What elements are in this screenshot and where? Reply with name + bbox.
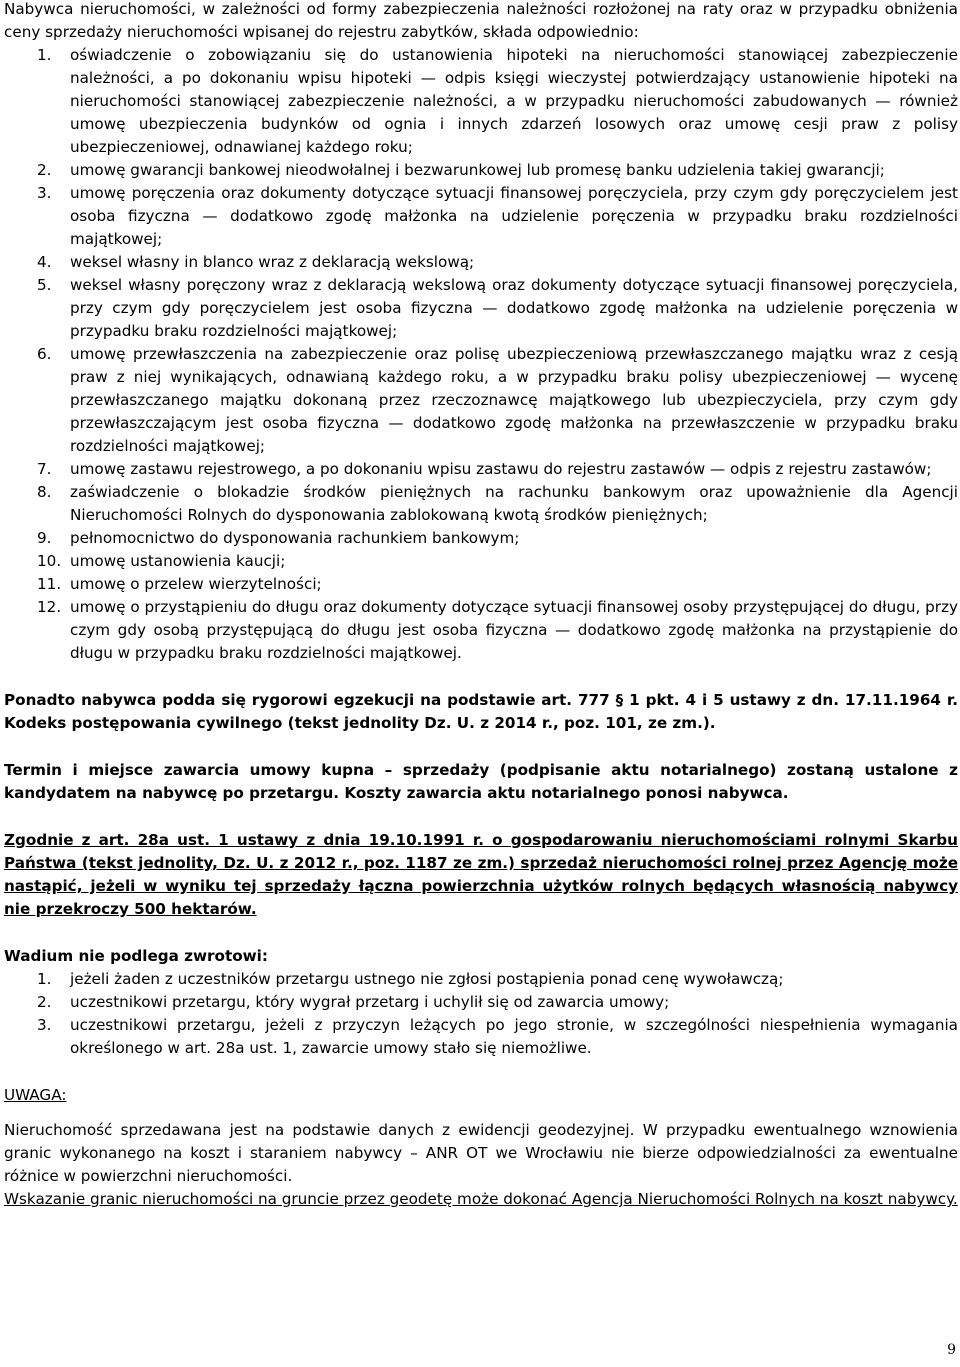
- list-item-text: umowę o przystąpieniu do długu oraz dokumenty dotyczące sytuacji finansowej osoby przystępującej do długu, przy czym gdy osobą przystępującą do długu jest osoba fizyczna — dodatkowo zgodę małżonka na przystąpienie do długu w przypadku braku rozdzielności majątkowej.: [70, 598, 958, 662]
- list-item-text: jeżeli żaden z uczestników przetargu ustnego nie zgłosi postąpienia ponad cenę wywoławczą;: [70, 970, 784, 988]
- list-item-number: 5.: [37, 276, 52, 294]
- security-item: [4, 44, 958, 159]
- list-item-number: 4.: [37, 253, 52, 271]
- security-item: [4, 159, 958, 182]
- security-list: [4, 44, 958, 665]
- list-item-number: 1.: [37, 970, 52, 988]
- list-item-number: 2.: [37, 161, 52, 179]
- deposit-heading: Wadium nie podlega zwrotowi:: [4, 947, 268, 965]
- list-item-number: 3.: [37, 1016, 52, 1034]
- list-item-number: 9.: [37, 529, 52, 547]
- list-item-text: umowę ustanowienia kaucji;: [70, 552, 286, 570]
- intro-paragraph: Nabywca nieruchomości, w zależności od formy zabezpieczenia należności rozłożonej na raty oraz w przypadku obniżenia ceny sprzedaży nieruchomości wpisanej do rejestru zabytków, składa odpowiednio:: [4, 0, 958, 41]
- security-item: [4, 573, 958, 596]
- enforcement-paragraph: Ponadto nabywca podda się rygorowi egzekucji na podstawie art. 777 § 1 pkt. 4 i 5 ustawy z dn. 17.11.1964 r. Kodeks postępowania cywilnego (tekst jednolity Dz. U. z 2014 r., poz. 101, ze zm.).: [4, 691, 958, 732]
- list-item-text: uczestnikowi przetargu, jeżeli z przyczyn leżących po jego stronie, w szczególności niespełnienia wymagania określonego w art. 28a ust. 1, zawarcie umowy stało się niemożliwe.: [70, 1016, 958, 1057]
- deposit-list: [4, 968, 958, 1060]
- list-item-number: 12.: [37, 598, 62, 616]
- security-item: [4, 527, 958, 550]
- list-item-text: uczestnikowi przetargu, który wygrał przetarg i uchylił się od zawarcia umowy;: [70, 993, 670, 1011]
- security-item: [4, 458, 958, 481]
- deposit-item: [4, 1014, 958, 1060]
- list-item-number: 10.: [37, 552, 62, 570]
- security-item: [4, 251, 958, 274]
- security-item: [4, 550, 958, 573]
- list-item-number: 11.: [37, 575, 62, 593]
- list-item-text: umowę poręczenia oraz dokumenty dotyczące sytuacji finansowej poręczyciela, przy czym gdy poręczycielem jest osoba fizyczna — dodatkowo zgodę małżonka na udzielenie poręczenia w przypadku braku rozdzielności majątkowej;: [70, 184, 958, 248]
- list-item-number: 6.: [37, 345, 52, 363]
- list-item-text: weksel własny in blanco wraz z deklaracją wekslową;: [70, 253, 475, 271]
- contract-term-paragraph: Termin i miejsce zawarcia umowy kupna – sprzedaży (podpisanie aktu notarialnego) zostaną ustalone z kandydatem na nabywcę po przetargu. Koszty zawarcia aktu notarialnego ponosi nabywca.: [4, 761, 958, 802]
- notice-paragraph-1: Nieruchomość sprzedawana jest na podstawie danych z ewidencji geodezyjnej. W przypadku ewentualnego wznowienia granic wykonanego na koszt i staraniem nabywcy – ANR OT we Wrocławiu nie bierze odpowiedzialności za ewentualne różnice w powierzchni nieruchomości.: [4, 1121, 958, 1185]
- list-item-text: umowę gwarancji bankowej nieodwołalnej i bezwarunkowej lub promesę banku udzielenia takiej gwarancji;: [70, 161, 885, 179]
- security-item: [4, 596, 958, 665]
- list-item-number: 3.: [37, 184, 52, 202]
- security-item: [4, 343, 958, 458]
- notice-paragraph-2: Wskazanie granic nieruchomości na gruncie przez geodetę może dokonać Agencja Nieruchomości Rolnych na koszt nabywcy.: [4, 1190, 958, 1208]
- deposit-item: [4, 991, 958, 1014]
- list-item-text: oświadczenie o zobowiązaniu się do ustanowienia hipoteki na nieruchomości stanowiącej zabezpieczenie należności, a po dokonaniu wpisu hipoteki — odpis księgi wieczystej potwierdzający ustanowienie hipoteki na nieruchomości stanowiącej zabezpieczenie należności, a w przypadku nieruchomości zabudowanych — również umowę ubezpieczenia budynków od ognia i innych zdarzeń losowych oraz umowę cesji praw z polisy ubezpieczeniowej, odnawianej każdego roku;: [70, 46, 958, 156]
- list-item-number: 1.: [37, 46, 52, 64]
- legal-note-paragraph: Zgodnie z art. 28a ust. 1 ustawy z dnia 19.10.1991 r. o gospodarowaniu nieruchomościami rolnymi Skarbu Państwa (tekst jednolity, Dz. U. z 2012 r., poz. 1187 ze zm.) sprzedaż nieruchomości rolnej przez Agencję może nastąpić, jeżeli w wyniku tej sprzedaży łączna powierzchnia użytków rolnych będących własnością nabywcy nie przekroczy 500 hektarów.: [4, 831, 958, 918]
- list-item-text: zaświadczenie o blokadzie środków pieniężnych na rachunku bankowym oraz upoważnienie dla Agencji Nieruchomości Rolnych do dysponowania zablokowaną kwotą środków pieniężnych;: [70, 483, 958, 524]
- security-item: [4, 274, 958, 343]
- page-number: 9: [947, 1342, 956, 1358]
- security-item: [4, 182, 958, 251]
- list-item-text: weksel własny poręczony wraz z deklaracją wekslową oraz dokumenty dotyczące sytuacji finansowej poręczyciela, przy czym gdy poręczycielem jest osoba fizyczna — dodatkowo zgodę małżonka na udzielenie poręczenia w przypadku braku rozdzielności majątkowej;: [70, 276, 958, 340]
- document-page: [4, 0, 958, 1211]
- notice-heading: UWAGA:: [4, 1086, 67, 1104]
- list-item-text: umowę zastawu rejestrowego, a po dokonaniu wpisu zastawu do rejestru zastawów — odpis z rejestru zastawów;: [70, 460, 932, 478]
- list-item-number: 7.: [37, 460, 52, 478]
- deposit-item: [4, 968, 958, 991]
- list-item-text: umowę o przelew wierzytelności;: [70, 575, 322, 593]
- list-item-text: pełnomocnictwo do dysponowania rachunkiem bankowym;: [70, 529, 520, 547]
- list-item-number: 8.: [37, 483, 52, 501]
- list-item-text: umowę przewłaszczenia na zabezpieczenie oraz polisę ubezpieczeniową przewłaszczanego majątku wraz z cesją praw z niej wynikających, odnawianą każdego roku, a w przypadku braku polisy ubezpieczeniowej — wycenę przewłaszczanego majątku dokonaną przez rzeczoznawcę majątkowego lub ubezpieczyciela, przy czym gdy przewłaszczającym jest osoba fizyczna — dodatkowo zgodę małżonka na przewłaszczenie w przypadku braku rozdzielności majątkowej;: [70, 345, 958, 455]
- security-item: [4, 481, 958, 527]
- list-item-number: 2.: [37, 993, 52, 1011]
